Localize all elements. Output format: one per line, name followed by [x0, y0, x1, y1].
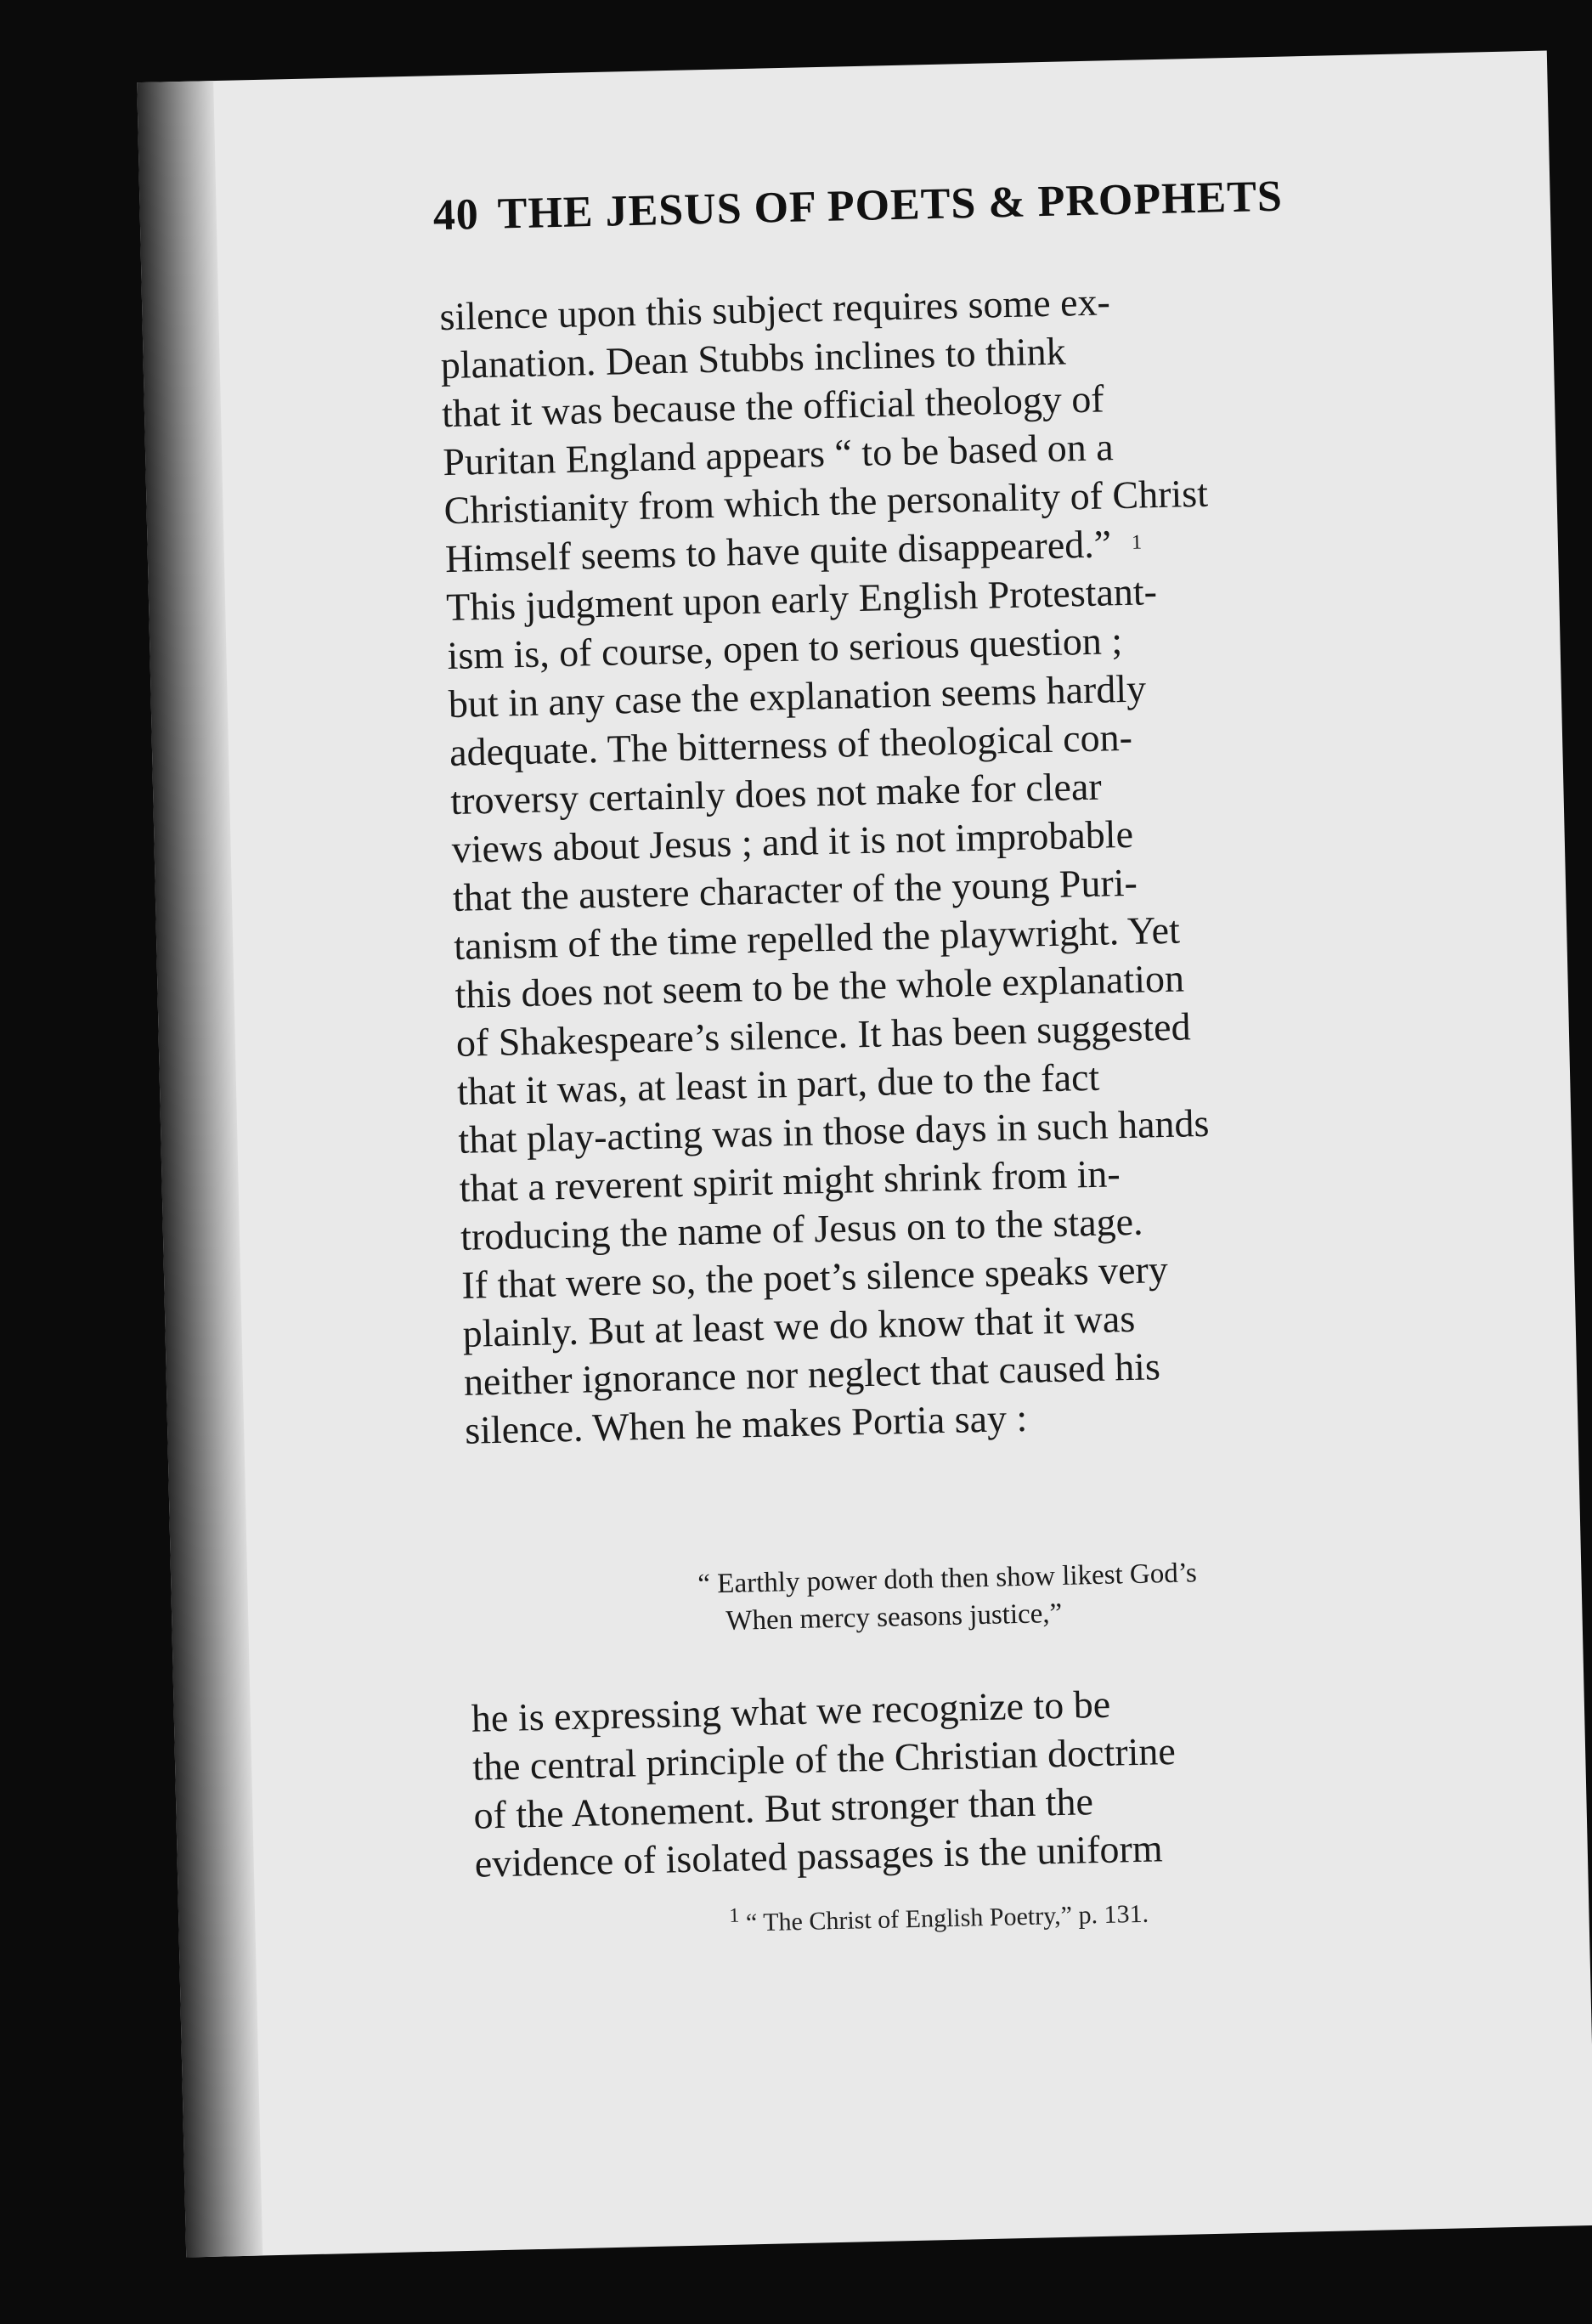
- running-header: [432, 172, 1283, 241]
- text-line: the central principle of the Christian doctrine: [471, 1728, 1177, 1789]
- text-line: that the austere character of the young Puri-: [452, 860, 1138, 919]
- text-line: plainly. But at least we do know that it was: [462, 1296, 1136, 1355]
- text-line: adequate. The bitterness of theological con-: [449, 715, 1133, 775]
- text-line: troducing the name of Jesus on to the stage.: [460, 1199, 1144, 1258]
- text-line: neither ignorance nor neglect that caused his: [463, 1344, 1161, 1404]
- text-line: ism is, of course, open to serious question ;: [446, 619, 1123, 678]
- text-line: but in any case the explanation seems hardly: [448, 666, 1147, 727]
- text-line: Christianity from which the personality of Christ: [443, 471, 1209, 533]
- text-line: that it was, at least in part, due to the fact: [456, 1055, 1100, 1113]
- text-line: that play-acting was in those days in such hands: [457, 1100, 1210, 1162]
- book-page: [137, 50, 1592, 2257]
- footnote-text: “ The Christ of English Poetry,” p. 131.: [745, 1899, 1149, 1937]
- quote-line: “ Earthly power doth then show likest God’s: [697, 1558, 1198, 1600]
- text-line: this does not seem to be the whole explanation: [454, 956, 1185, 1016]
- footnote-number: 1: [729, 1904, 740, 1927]
- text-line: of Shakespeare’s silence. It has been suggested: [455, 1004, 1192, 1065]
- footnote-marker: 1: [1131, 531, 1143, 554]
- text-line: that a reverent spirit might shrink from in-: [459, 1151, 1121, 1210]
- text-line: silence. When he makes Portia say :: [464, 1395, 1028, 1452]
- quote-line: When mercy seasons justice,”: [725, 1597, 1063, 1637]
- text-line: evidence of isolated passages is the uniform: [474, 1826, 1164, 1886]
- text-line: Himself seems to have quite disappeared.” 1: [444, 513, 1380, 583]
- text-line: tanism of the time repelled the playwright. Yet: [453, 908, 1181, 968]
- text-line: views about Jesus ; and it is not improbable: [451, 811, 1134, 871]
- block-quote: [697, 1554, 1198, 1640]
- text-line: of the Atonement. But stronger than the: [472, 1779, 1094, 1837]
- text-line: This judgment upon early English Protestant-: [445, 569, 1158, 630]
- text-line: troversy certainly does not make for clear: [449, 764, 1103, 823]
- text-line: Puritan England appears “ to be based on a: [442, 425, 1115, 484]
- text-line: If that were so, the poet’s silence speaks very: [460, 1247, 1169, 1307]
- text-line: he is expressing what we recognize to be: [471, 1682, 1111, 1740]
- text-line: that it was because the official theology of: [441, 376, 1105, 436]
- page-number: 40: [432, 190, 480, 240]
- text-line: silence upon this subject requires some ex-: [438, 280, 1111, 339]
- text-line: planation. Dean Stubbs inclines to think: [440, 329, 1067, 387]
- continuation-paragraph: [471, 1673, 1409, 1888]
- footnote: [722, 1896, 1149, 1938]
- main-paragraph: [439, 271, 1400, 1455]
- running-title: THE JESUS OF POETS & PROPHETS: [497, 172, 1284, 239]
- book-spine-shadow: [137, 81, 263, 2257]
